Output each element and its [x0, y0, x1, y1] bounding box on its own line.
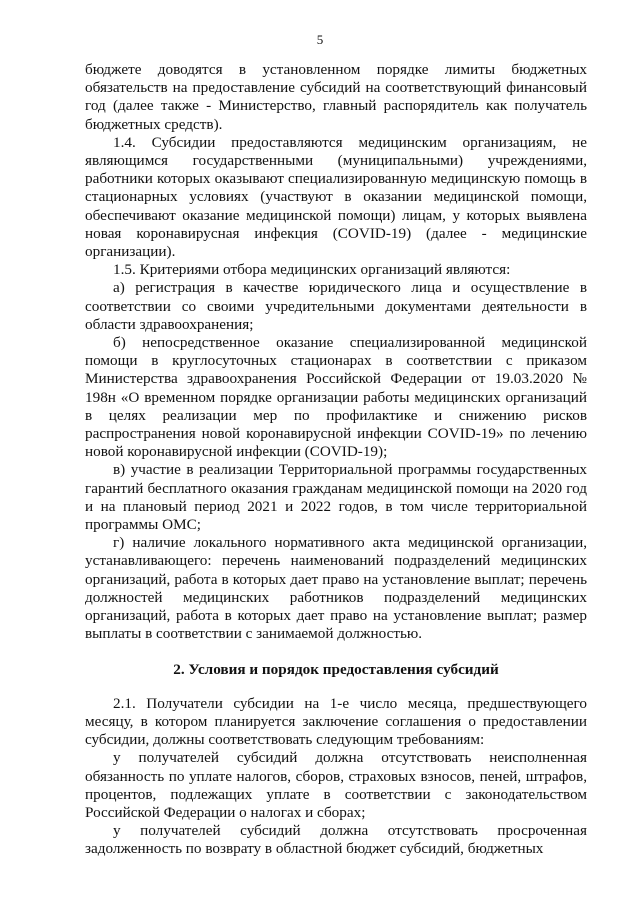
page-number: 5: [316, 32, 324, 47]
criterion-b: б) непосредственное оказание специализированной медицинской помощи в круглосуточных стационарах в соответствии с приказом Министерства здравоохранения Российской Федерации от 19.03.2020 № 198н «О временном порядке организации работы медицинских организаций в целях реализации мер по профилактике и снижению рисков распространения новой коронавирусной инфекции COVID-19» по лечению новой коронавирусной инфекции (COVID-19);: [85, 334, 587, 461]
paragraph-1-5: 1.5. Критериями отбора медицинских организаций являются:: [113, 261, 511, 279]
paragraph-2-1: 2.1. Получатели субсидии на 1-е число месяца, предшествующего месяцу, в котором планируется заключение соглашения о предоставлении субсидии, должны соответствовать следующим требованиям:: [85, 694, 587, 749]
criterion-g: г) наличие локального нормативного акта медицинской организации, устанавливающего: перечень наименований подразделений медицинских организаций, работа в которых дает право на установление выплат; перечень должностей медицинских работников подразделений медицинских организаций, работа в которых дает право на установление выплат; размер выплаты в соответствии с занимаемой должностью.: [85, 534, 587, 643]
requirement-debt: у получателей субсидий должна отсутствовать просроченная задолженность по возврату в областной бюджет субсидий, бюджетных: [85, 822, 587, 858]
criterion-a: а) регистрация в качестве юридического лица и осуществление в соответствии со своими учредительными документами деятельности в области здравоохранения;: [85, 279, 587, 333]
requirement-taxes: у получателей субсидий должна отсутствовать неисполненная обязанность по уплате налогов, сборов, страховых взносов, пеней, штрафов, процентов, подлежащих уплате в соответствии с законодательством Российской Федерации о налогах и сборах;: [85, 749, 587, 821]
criterion-v: в) участие в реализации Территориальной программы государственных гарантий бесплатного оказания гражданам медицинской помощи на 2020 год и на плановый период 2021 и 2022 годов, в том числе территориальной программы ОМС;: [85, 461, 587, 534]
document-body: [85, 61, 587, 859]
paragraph-continuation: бюджете доводятся в установленном порядке лимиты бюджетных обязательств на предоставление субсидий на соответствующий финансовый год (далее также - Министерство, главный распорядитель как получатель бюджетных средств).: [85, 61, 587, 133]
paragraph-1-4: 1.4. Субсидии предоставляются медицинским организациям, не являющимся государственными (муниципальными) учреждениями, работники которых оказывают специализированную медицинскую помощь в стационарных условиях (участвуют в оказании медицинской помощи, обеспечивают оказание медицинской помощи) лицам, у которых выявлена новая коронавирусная инфекция (COVID-19) (далее - медицинские организации).: [85, 133, 587, 261]
section-heading: 2. Условия и порядок предоставления субсидий: [173, 660, 499, 678]
